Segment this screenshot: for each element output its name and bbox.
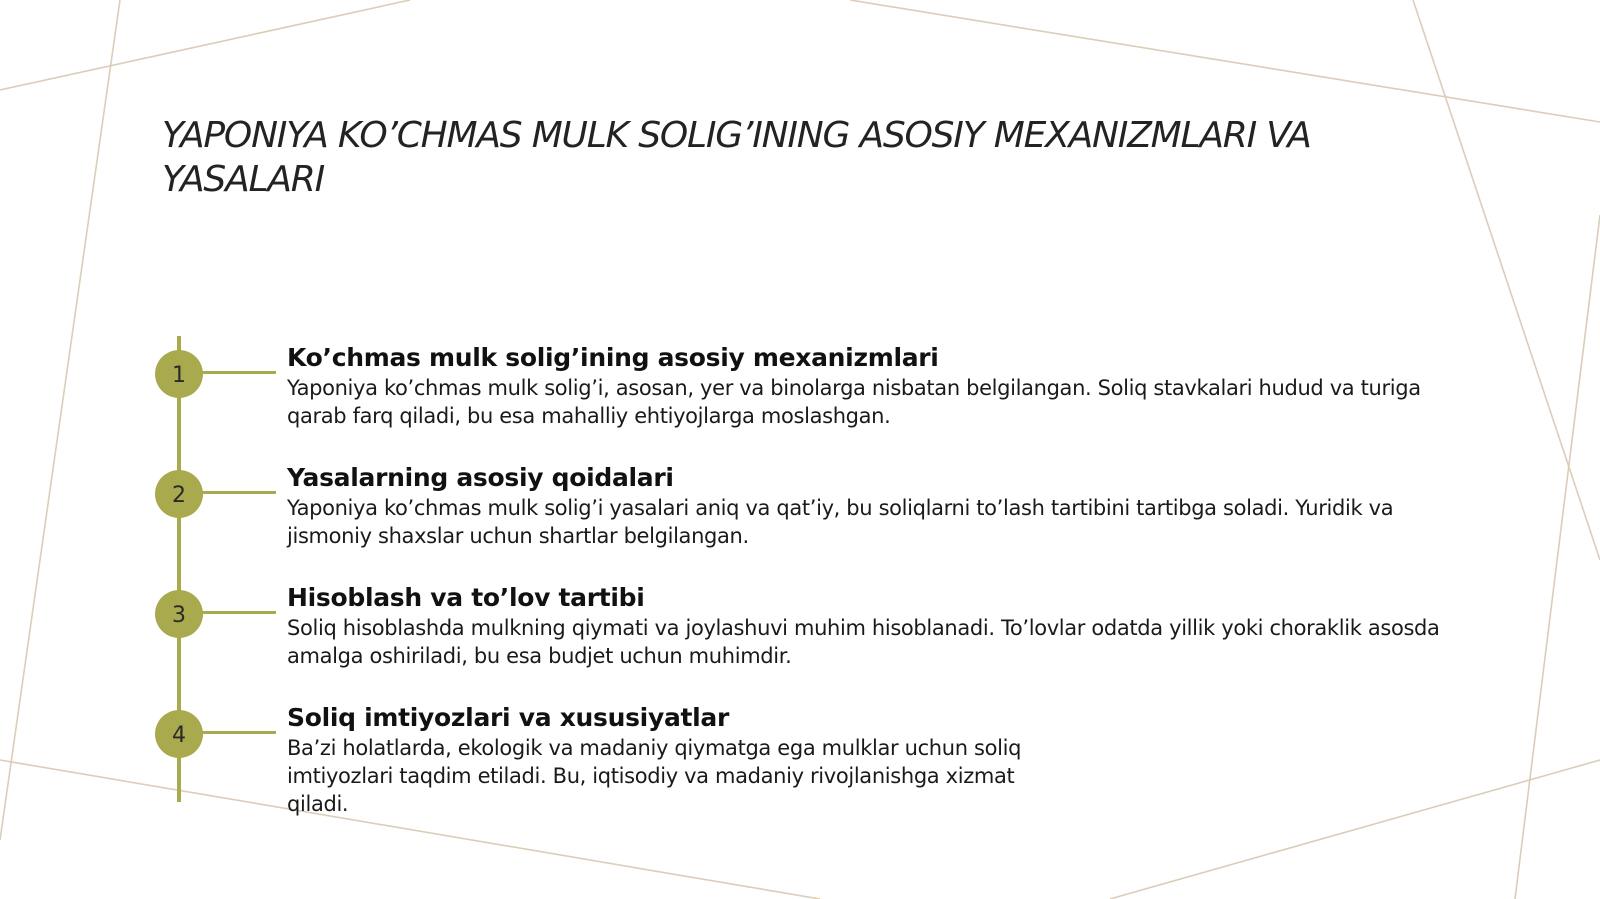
timeline-node-1: 1: [155, 350, 203, 398]
timeline-connector-3: [200, 611, 276, 614]
timeline-item-text: Soliq hisoblashda mulkning qiymati va joylashuvi muhim hisoblanadi. To’lovlar odatda yillik yoki choraklik asosda amalga oshiriladi, bu esa budjet uchun muhimdir.: [287, 616, 1440, 668]
timeline-item-2: [287, 462, 1437, 550]
timeline-node-4: 4: [155, 710, 203, 758]
timeline-item-text: Yaponiya ko’chmas mulk solig’i yasalari aniq va qat’iy, bu soliqlarni to’lash tartibini tartibga soladi. Yuridik va jismoniy shaxslar uchun shartlar belgilangan.: [287, 496, 1394, 548]
timeline-connector-1: [200, 371, 276, 374]
slide-title: YAPONIYA KO’CHMAS MULK SOLIG’INING ASOSIY MEXANIZMLARI VA YASALARI: [162, 115, 1311, 200]
timeline-node-3: 3: [155, 590, 203, 638]
timeline-item-text: Yaponiya ko’chmas mulk solig’i, asosan, yer va binolarga nisbatan belgilangan. Soliq stavkalari hudud va turiga qarab farq qiladi, bu esa mahalliy ehtiyojlarga moslashgan.: [287, 376, 1421, 428]
timeline-item-4: [287, 702, 1077, 818]
timeline-node-2: 2: [155, 470, 203, 518]
timeline-connector-4: [200, 731, 276, 734]
timeline-connector-2: [200, 491, 276, 494]
timeline-item-title: Hisoblash va to’lov tartibi: [287, 583, 645, 612]
timeline-item-text: Ba’zi holatlarda, ekologik va madaniy qiymatga ega mulklar uchun soliq imtiyozlari taqdim etiladi. Bu, iqtisodiy va madaniy rivojlanishga xizmat qiladi.: [287, 736, 1022, 816]
timeline-item-title: Yasalarning asosiy qoidalari: [287, 463, 674, 492]
timeline-item-title: Soliq imtiyozlari va xususiyatlar: [287, 703, 730, 732]
timeline-item-title: Ko’chmas mulk solig’ining asosiy mexanizmlari: [287, 343, 939, 372]
timeline-item-3: [287, 582, 1447, 670]
timeline-item-1: [287, 342, 1437, 430]
